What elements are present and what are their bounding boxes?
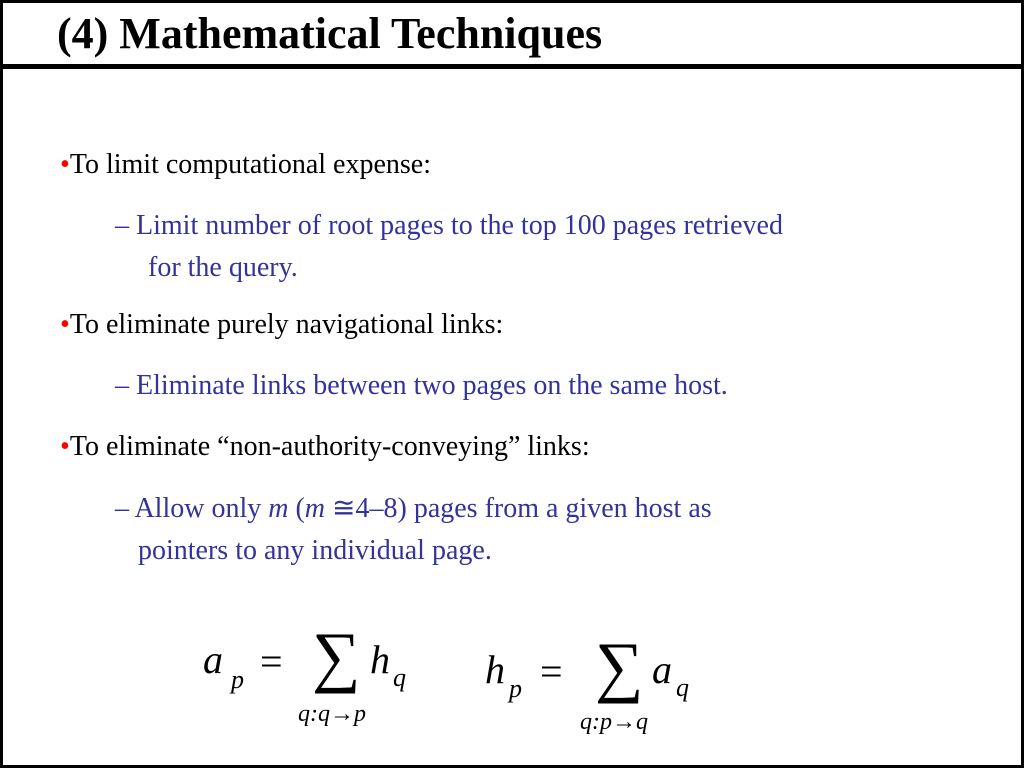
bullet-computational-expense bbox=[60, 148, 431, 182]
bullet-non-authority-links bbox=[60, 430, 590, 464]
variable-m: m bbox=[304, 493, 326, 524]
formula-lhs: a bbox=[203, 637, 223, 682]
title-bar bbox=[0, 0, 1024, 69]
summation-icon: ∑ bbox=[312, 618, 361, 694]
bullet-text: To eliminate “non-authority-conveying” links: bbox=[69, 431, 590, 462]
formula-equals: = bbox=[260, 639, 283, 684]
bullet-marker: • bbox=[60, 149, 70, 180]
bullet-text: To eliminate purely navigational links: bbox=[69, 309, 504, 340]
formula-rhs: a bbox=[652, 647, 672, 692]
sub-point-line: – Eliminate links between two pages on the same host. bbox=[115, 370, 728, 401]
variable-m: m bbox=[268, 493, 289, 524]
summation-icon: ∑ bbox=[595, 628, 644, 704]
sub-text: – Allow only bbox=[115, 493, 269, 524]
sub-text: pages from a given host as bbox=[406, 493, 712, 524]
formula-rhs-subscript: q bbox=[676, 673, 689, 702]
sub-point-line bbox=[115, 488, 712, 530]
approx-symbol: ≅ bbox=[325, 493, 356, 524]
sub-point-line: for the query. bbox=[148, 252, 298, 283]
hub-formula bbox=[480, 628, 720, 742]
bullet-marker: • bbox=[60, 431, 70, 462]
sub-point-root-pages bbox=[115, 205, 783, 289]
sub-point-allow-m-pages bbox=[115, 488, 712, 572]
formula-lhs-subscript: p bbox=[509, 674, 522, 703]
formula-lhs-subscript: p bbox=[231, 665, 244, 694]
sub-text: 4–8) bbox=[355, 493, 407, 524]
formula-rhs-subscript: q bbox=[393, 663, 406, 692]
summation-index: q:q→p bbox=[298, 701, 366, 727]
sub-text: ( bbox=[288, 493, 305, 524]
formula-rhs: h bbox=[370, 637, 390, 682]
sub-point-line: pointers to any individual page. bbox=[138, 535, 492, 566]
authority-formula bbox=[195, 620, 435, 730]
summation-index: q:p→q bbox=[580, 709, 648, 735]
bullet-marker: • bbox=[60, 309, 70, 340]
slide-title: (4) Mathematical Techniques bbox=[57, 9, 603, 58]
sub-point-same-host bbox=[115, 365, 728, 407]
bullet-text: To limit computational expense: bbox=[69, 149, 431, 180]
formula-lhs: h bbox=[485, 647, 505, 692]
bullet-navigational-links bbox=[60, 308, 503, 342]
sub-point-line: – Limit number of root pages to the top 100 pages retrieved bbox=[115, 210, 783, 241]
formula-equals: = bbox=[540, 649, 563, 694]
